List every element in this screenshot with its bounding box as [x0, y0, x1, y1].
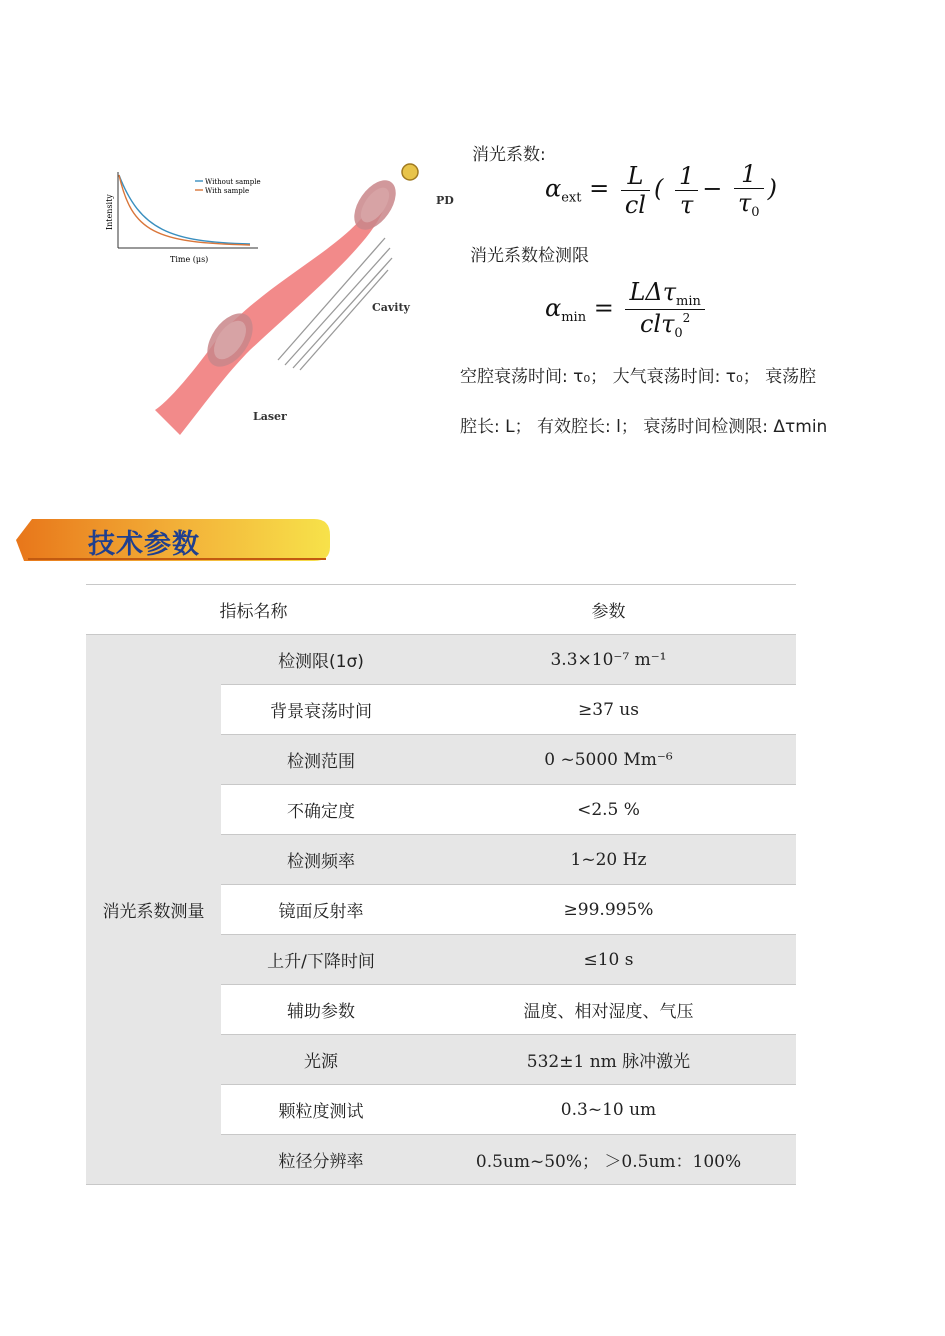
row-name: 不确定度	[221, 785, 421, 835]
cavity-ringdown-figure	[100, 160, 460, 440]
laser-beam	[155, 205, 385, 435]
table-header-row	[86, 585, 796, 635]
row-name: 检测限(1σ)	[221, 635, 421, 685]
row-name: 辅助参数	[221, 985, 421, 1035]
laser-label: Laser	[253, 410, 287, 423]
min-title: 消光系数检测限	[470, 246, 589, 266]
row-value: ≥99.995%	[421, 885, 796, 935]
photodetector-icon	[402, 164, 418, 180]
row-name: 光源	[221, 1035, 421, 1085]
inset-y-label: Intensity	[105, 194, 114, 230]
ext-title: 消光系数:	[472, 145, 546, 165]
parameter-table	[86, 584, 796, 1185]
row-name: 粒径分辨率	[221, 1135, 421, 1185]
header-parameter: 参数	[421, 585, 796, 635]
row-value: 0.5um~50%； ＞0.5um：100%	[421, 1135, 796, 1185]
row-name: 镜面反射率	[221, 885, 421, 935]
desc-line-2: 腔长: L； 有效腔长: l； 衰荡时间检测限: Δτmin	[460, 417, 828, 437]
row-value: 0 ~5000 Mm⁻⁶	[421, 735, 796, 785]
row-name: 上升/下降时间	[221, 935, 421, 985]
decay-inset-chart	[105, 172, 261, 264]
row-value: 3.3×10⁻⁷ m⁻¹	[421, 635, 796, 685]
row-value: ≥37 us	[421, 685, 796, 735]
table-row	[86, 635, 796, 685]
min-formula: $\alpha_{min}$ = $\frac{L\Delta\tau_{min}}{cl\tau_0^2}$	[545, 278, 709, 341]
header-indicator-name: 指标名称	[86, 585, 421, 635]
inset-x-label: Time (μs)	[170, 255, 209, 264]
row-name: 检测频率	[221, 835, 421, 885]
row-value: ≤10 s	[421, 935, 796, 985]
ext-formula: $\alpha_{ext}$ = $\frac{L}{cl}$ ( $\frac{1}{\tau}$ − $\frac{1}{\tau_0}$ )	[545, 160, 777, 220]
pd-label: PD	[436, 194, 454, 207]
row-name: 背景衰荡时间	[221, 685, 421, 735]
row-value: 1~20 Hz	[421, 835, 796, 885]
legend-without: Without sample	[205, 178, 261, 186]
legend-with: With sample	[205, 187, 250, 195]
group-label: 消光系数测量	[86, 635, 221, 1185]
row-value: 0.3~10 um	[421, 1085, 796, 1135]
section-title: 技术参数	[88, 529, 200, 560]
row-name: 颗粒度测试	[221, 1085, 421, 1135]
row-name: 检测范围	[221, 735, 421, 785]
row-value: 温度、相对湿度、气压	[421, 985, 796, 1035]
row-value: <2.5 %	[421, 785, 796, 835]
desc-line-1: 空腔衰荡时间: τ₀； 大气衰荡时间: τ₀； 衰荡腔	[460, 367, 817, 387]
cavity-label: Cavity	[372, 301, 410, 314]
row-value: 532±1 nm 脉冲激光	[421, 1035, 796, 1085]
